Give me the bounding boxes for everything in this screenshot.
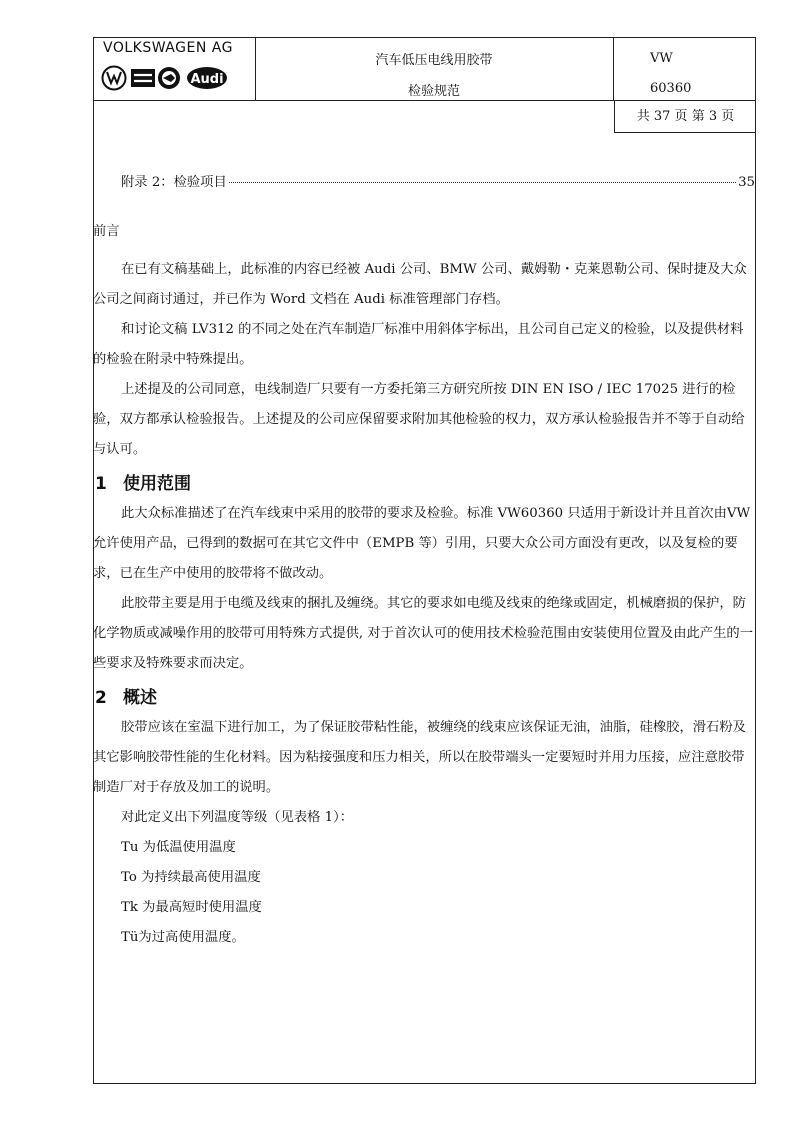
list-item: Tü为过高使用温度。 [121,930,245,945]
doc-code-line1: VW [650,51,673,66]
vw-logo-icon [103,67,126,90]
brand-cell [93,37,256,100]
toc-page: 35 [738,175,755,190]
code-cell [614,37,756,100]
doc-code-line2: 60360 [650,81,692,96]
toc-entry [121,171,755,190]
page-info: 共 37 页 第 3 页 [614,101,756,133]
toc-label: 附录 2：检验项目 [121,175,227,190]
list-item: Tu 为低温使用温度 [121,840,236,855]
skoda-logo-icon [158,67,180,89]
section-number: 1 [95,474,107,494]
section-heading [95,683,157,708]
preface-paragraph: 上述提及的公司同意，电线制造厂只要有一方委托第三方研究所按 DIN EN ISO / IEC 17025 进行的检验，双方都承认检验报告。上述提及的公司应保留要求附加其他检验的权力，双方承认检验报告并不等于自动给与认可。 [93,382,745,457]
seat-logo-icon [131,69,155,87]
doc-title-line1: 汽车低压电线用胶带 [375,53,493,68]
document-header [93,37,756,101]
list-item: To 为持续最高使用温度 [121,870,261,885]
preface-title: 前言 [93,224,120,239]
audi-logo-icon [187,67,227,89]
doc-title-line2: 检验规范 [407,84,460,99]
section-paragraph: 此大众标准描述了在汽车线束中采用的胶带的要求及检验。标准 VW60360 只适用于新设计并且首次由VW 允许使用产品，已得到的数据可在其它文件中（EMPB 等）引用，只要大众公司方面没有更改，以及复检的要求，已在生产中使用的胶带将不做改动。 [93,506,751,581]
section-title: 使用范围 [123,474,191,494]
preface-paragraph: 在已有文稿基础上，此标准的内容已经被 Audi 公司、BMW 公司、戴姆勒・克莱恩勒公司、保时捷及大众公司之间商讨通过，并已作为 Word 文档在 Audi 标准管理部门存档。 [93,262,747,307]
list-item: Tk 为最高短时使用温度 [121,900,262,915]
section-paragraph: 对此定义出下列温度等级（见表格 1）： [121,810,354,825]
brand-logos [101,65,229,91]
section-heading [95,469,191,494]
section-paragraph: 胶带应该在室温下进行加工，为了保证胶带粘性能，被缠绕的线束应该保证无油，油脂，硅橡胶，滑石粉及其它影响胶带性能的生化材料。因为粘接强度和压力相关，所以在胶带端头一定要短时并用力压接，应注意胶带制造厂对于存放及加工的说明。 [93,720,746,795]
section-title: 概述 [123,688,157,708]
toc-leader [229,182,736,183]
title-cell [255,37,614,100]
section-number: 2 [95,688,107,708]
audi-logo-text: Audi [190,72,224,87]
preface-paragraph: 和讨论文稿 LV312 的不同之处在汽车制造厂标准中用斜体字标出，且公司自己定义的检验，以及提供材料的检验在附录中特殊提出。 [93,322,744,367]
brand-name: VOLKSWAGEN AG [103,40,233,56]
section-paragraph: 此胶带主要是用于电缆及线束的捆扎及缠绕。其它的要求如电缆及线束的绝缘或固定，机械磨损的保护，防化学物质或减噪作用的胶带可用特殊方式提供, 对于首次认可的使用技术检验范围由安装使用位置及由此产生的一些要求及特殊要求而决定。 [93,596,753,671]
